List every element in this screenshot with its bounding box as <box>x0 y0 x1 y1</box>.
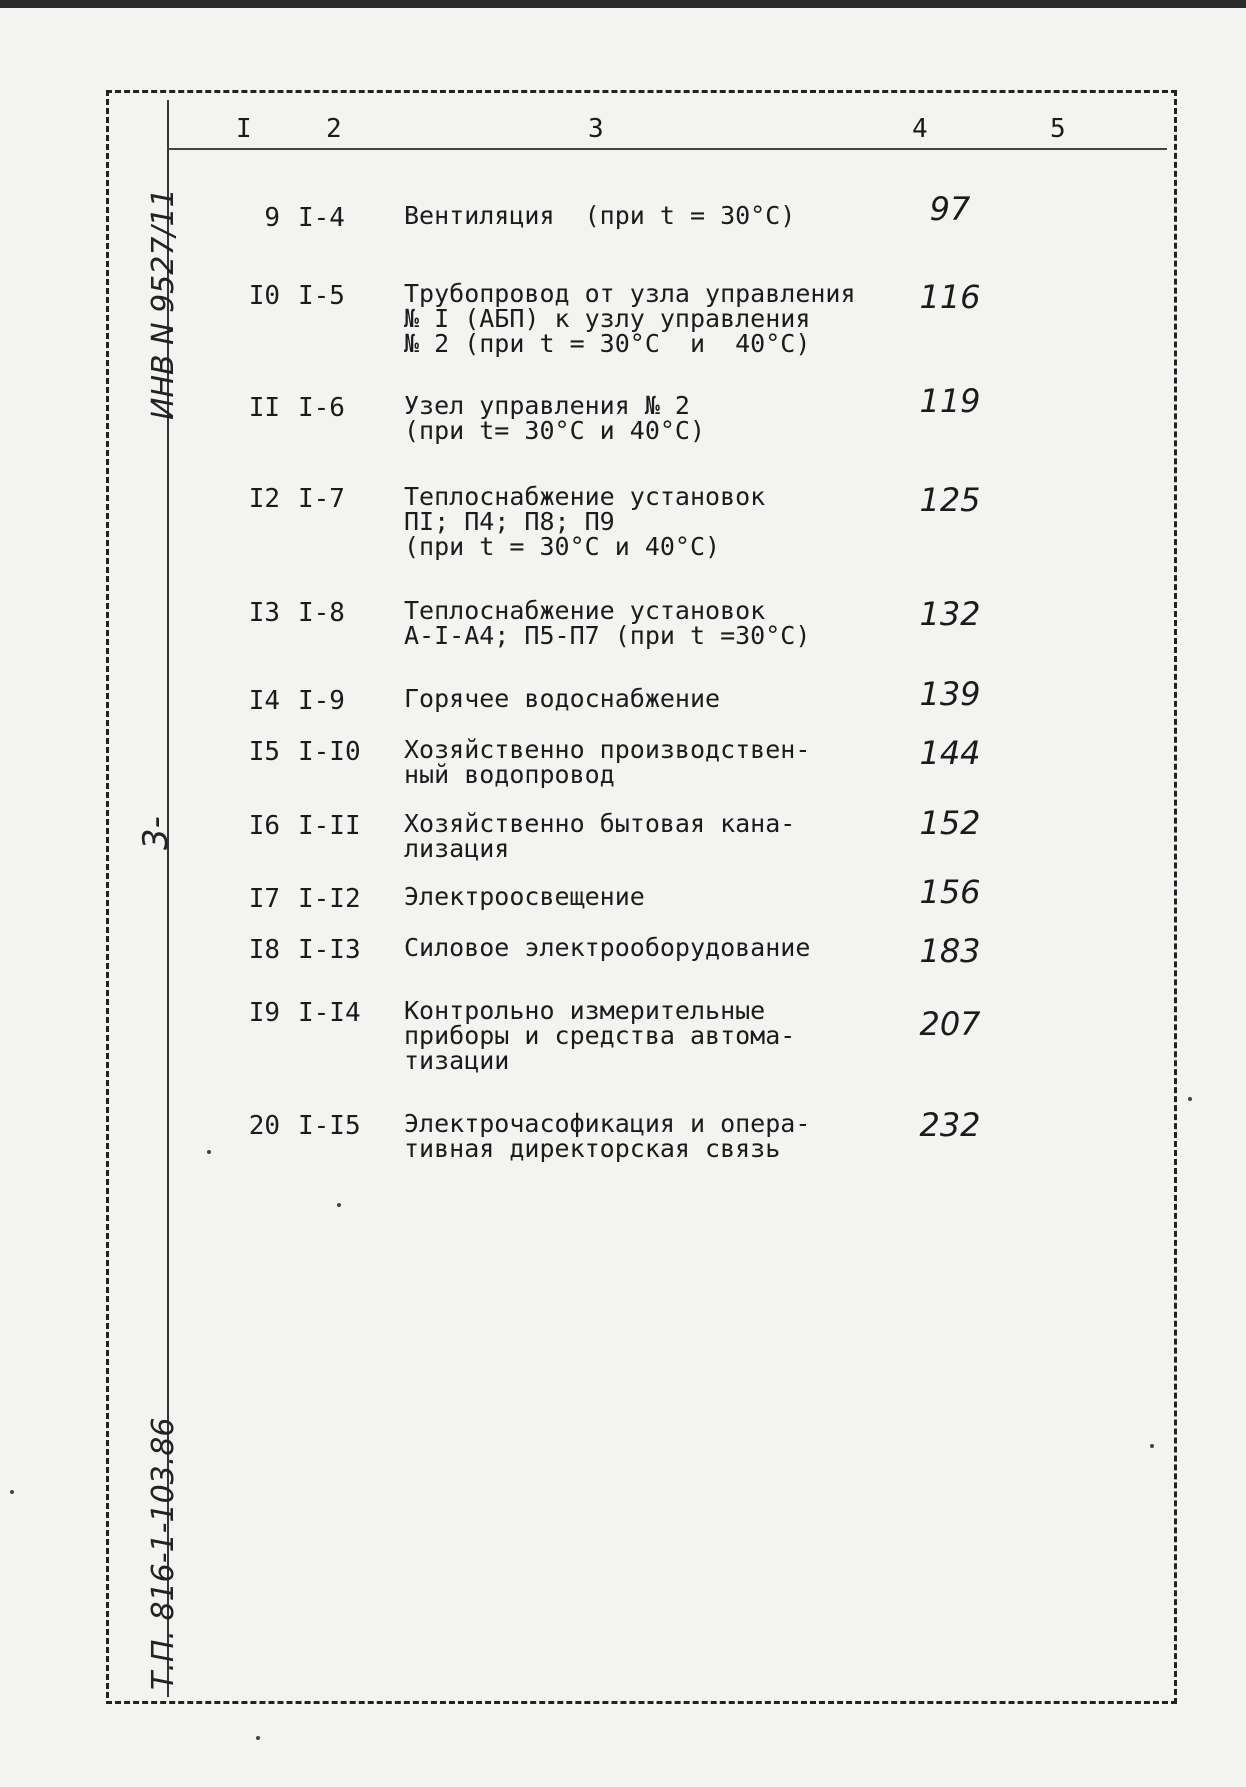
sheet-code: I-I3 <box>298 935 361 965</box>
frame-left-border <box>106 90 109 1698</box>
sheet-code: I-I0 <box>298 737 361 767</box>
row-title: Силовое электрооборудование <box>404 933 811 962</box>
page-number: 152 <box>919 804 981 842</box>
inventory-number: ИНВ N 9527/11 <box>146 188 181 420</box>
header-col-5: 5 <box>1050 114 1066 144</box>
scan-speck <box>337 1203 341 1207</box>
header-col-2: 2 <box>326 114 342 144</box>
page-number: 183 <box>919 932 981 970</box>
sheet-code: I-I2 <box>298 884 361 914</box>
page-number: 119 <box>919 382 981 420</box>
row-title: Электроосвещение <box>404 882 645 911</box>
scan-speck <box>10 1490 14 1494</box>
sheet-code: I-8 <box>298 598 345 628</box>
row-number: I6 <box>248 811 280 841</box>
row-number: I3 <box>248 598 280 628</box>
row-number: 9 <box>264 203 280 233</box>
sheet-code: I-4 <box>298 203 345 233</box>
header-col-4: 4 <box>912 114 928 144</box>
row-number: II <box>248 393 280 423</box>
row-title: Хозяйственно бытовая кана- лизация <box>404 809 796 863</box>
row-number: I4 <box>248 686 280 716</box>
scan-speck <box>207 1150 211 1154</box>
page-number: 144 <box>919 734 981 772</box>
header-divider <box>167 148 1167 150</box>
scan-speck <box>1188 1097 1192 1101</box>
row-number: I2 <box>248 484 280 514</box>
row-number: I5 <box>248 737 280 767</box>
row-title: Теплоснабжение установок ПI; П4; П8; П9 (при t = 30°C и 40°C) <box>404 482 766 561</box>
page-number: 207 <box>919 1005 981 1043</box>
page-top-edge <box>0 0 1246 8</box>
header-col-3: 3 <box>588 114 604 144</box>
sheet-code: I-II <box>298 811 361 841</box>
page-mark: 3- <box>136 816 176 850</box>
sheet-code: I-I4 <box>298 998 361 1028</box>
sheet-code: I-5 <box>298 281 345 311</box>
header-col-1: I <box>236 114 252 144</box>
page-number: 125 <box>919 481 981 519</box>
row-number: I7 <box>248 884 280 914</box>
page-number: 156 <box>919 873 981 911</box>
sheet-code: I-6 <box>298 393 345 423</box>
row-number: I0 <box>248 281 280 311</box>
row-number: I9 <box>248 998 280 1028</box>
page-number: 132 <box>919 595 981 633</box>
scan-speck <box>1150 1444 1154 1448</box>
page-number: 232 <box>919 1106 981 1144</box>
sheet-code: I-I5 <box>298 1111 361 1141</box>
document-code: Т.П. 816-1-103.86 <box>146 1417 181 1690</box>
row-title: Контрольно измерительные приборы и средства автома- тизации <box>404 996 796 1075</box>
sheet-code: I-7 <box>298 484 345 514</box>
row-number: 20 <box>248 1111 280 1141</box>
row-title: Хозяйственно производствен- ный водопровод <box>404 735 811 789</box>
scan-speck <box>256 1736 260 1740</box>
page-number: 97 <box>929 190 971 228</box>
row-number: I8 <box>248 935 280 965</box>
page-number: 116 <box>919 278 981 316</box>
row-title: Трубопровод от узла управления № I (АБП) к узлу управления № 2 (при t = 30°C и 40°C) <box>404 279 856 358</box>
row-title: Теплоснабжение установок А-I-А4; П5-П7 (при t =30°C) <box>404 596 811 650</box>
row-title: Вентиляция (при t = 30°C) <box>404 201 796 230</box>
row-title: Электрочасофикация и опера- тивная директорская связь <box>404 1109 811 1163</box>
row-title: Узел управления № 2 (при t= 30°C и 40°C) <box>404 391 706 445</box>
page-number: 139 <box>919 675 981 713</box>
sheet-code: I-9 <box>298 686 345 716</box>
row-title: Горячее водоснабжение <box>404 684 721 713</box>
